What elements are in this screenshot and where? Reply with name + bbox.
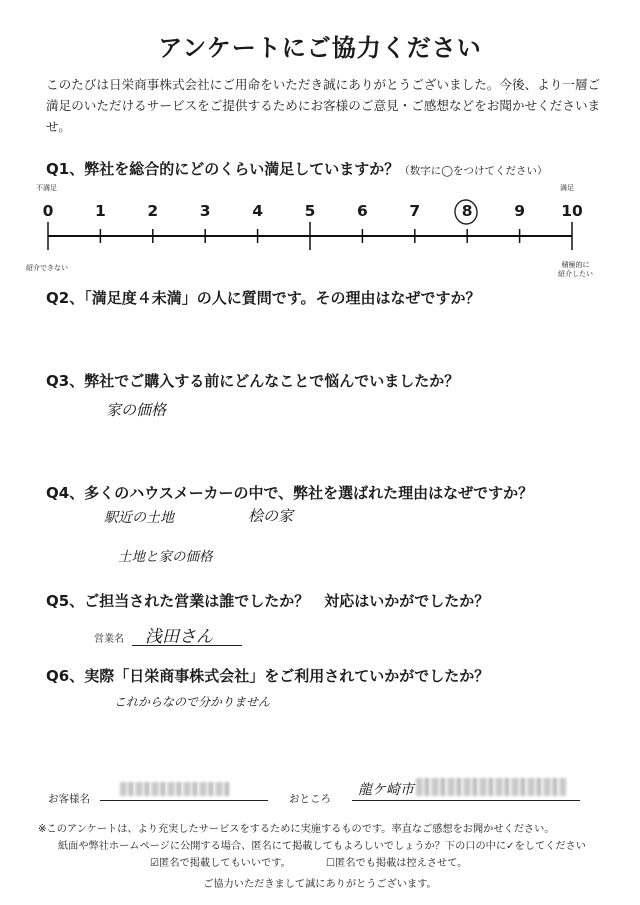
question-4-answer-3: 土地と家の価格 [118, 549, 213, 565]
scale-number-9[interactable]: 9 [514, 202, 525, 220]
scale-number-4[interactable]: 4 [252, 202, 263, 220]
scale-left-top-label: 不満足 [36, 184, 57, 192]
question-6-text: Q6、実際「日栄商事株式会社」をご利用されていかがでしたか？ [46, 667, 490, 685]
scale-number-8[interactable]: 8 [461, 202, 473, 220]
customer-name-redacted [120, 782, 230, 796]
scale-right-bottom-line2: 紹介したい [558, 270, 593, 278]
question-5-text: Q5、ご担当された営業は誰でしたか？ 対応はいかがでしたか？ [46, 592, 490, 610]
question-4-text: Q4、多くのハウスメーカーの中で、弊社を選ばれた理由はなぜですか？ [46, 484, 534, 502]
scale-number-6[interactable]: 6 [356, 202, 368, 220]
customer-name-label: お客様名 [48, 793, 90, 805]
question-6-answer: これからなので分かりません [114, 695, 271, 709]
sales-name-answer: 浅田さん [145, 627, 213, 647]
page-title: アンケートにご協力ください [158, 34, 482, 62]
selected-score-circle [453, 198, 479, 225]
scale-number-7[interactable]: 7 [409, 202, 421, 220]
question-3-text: Q3、弊社でご購入する前にどんなことで悩んでいましたか？ [46, 372, 460, 390]
sales-name-underline [132, 645, 242, 646]
address-city: 龍ケ崎市 [358, 782, 414, 798]
scale-right-bottom-line1: 積極的に [561, 261, 590, 269]
question-3-answer: 家の価格 [106, 401, 167, 419]
sales-name-label: 営業名 [94, 634, 124, 645]
customer-name-underline [100, 800, 268, 801]
footer-notice-2: 紙面や弊社ホームページに公開する場合、匿名にて掲載してもよろしいでしょうか？下の口の中に✓をしてください [58, 841, 586, 852]
scale-number-10[interactable]: 10 [561, 202, 583, 220]
anonymous-ok-option[interactable]: ☑匿名で掲載してもいいです。 [150, 858, 291, 869]
address-redacted [416, 778, 566, 796]
question-4-answer-1: 駅近の土地 [104, 510, 174, 526]
scale-number-2[interactable]: 2 [147, 202, 159, 220]
anonymous-decline-option[interactable]: ☐匿名でも掲載は控えさせて。 [326, 858, 468, 869]
scale-left-bottom-label: 紹介できない [26, 264, 68, 272]
footer-thanks: ご協力いただきまして誠にありがとうございます。 [203, 879, 437, 890]
address-label: おところ [289, 793, 331, 805]
question-2-text: Q2、「満足度４未満」の人に質問です。その理由はなぜですか？ [46, 289, 481, 307]
scale-right-bottom-label [558, 261, 593, 279]
question-4-answer-2: 桧の家 [248, 507, 294, 525]
scale-number-0[interactable]: 0 [42, 202, 54, 220]
scale-right-top-label: 満足 [560, 184, 574, 192]
scale-number-1[interactable]: 1 [94, 202, 106, 220]
question-1-text: Q1、弊社を総合的にどのくらい満足していますか？ [46, 160, 400, 178]
scale-number-5[interactable]: 5 [304, 202, 316, 220]
scale-number-3[interactable]: 3 [199, 202, 211, 220]
address-underline [352, 800, 580, 801]
intro-text: このたびは日栄商事株式会社にご用命をいただき誠にありがとうございました。今後、より一層ご満足のいただけるサービスをご提供するためにお客様のご意見・ご感想などをお聞かせくださいませ。 [46, 77, 601, 134]
question-1-note: （数字に◯をつけてください） [399, 165, 548, 177]
footer-notice-1: ※このアンケートは、より充実したサービスをするために実施するものです。率直なご感想をお聞かせください。 [38, 824, 555, 835]
